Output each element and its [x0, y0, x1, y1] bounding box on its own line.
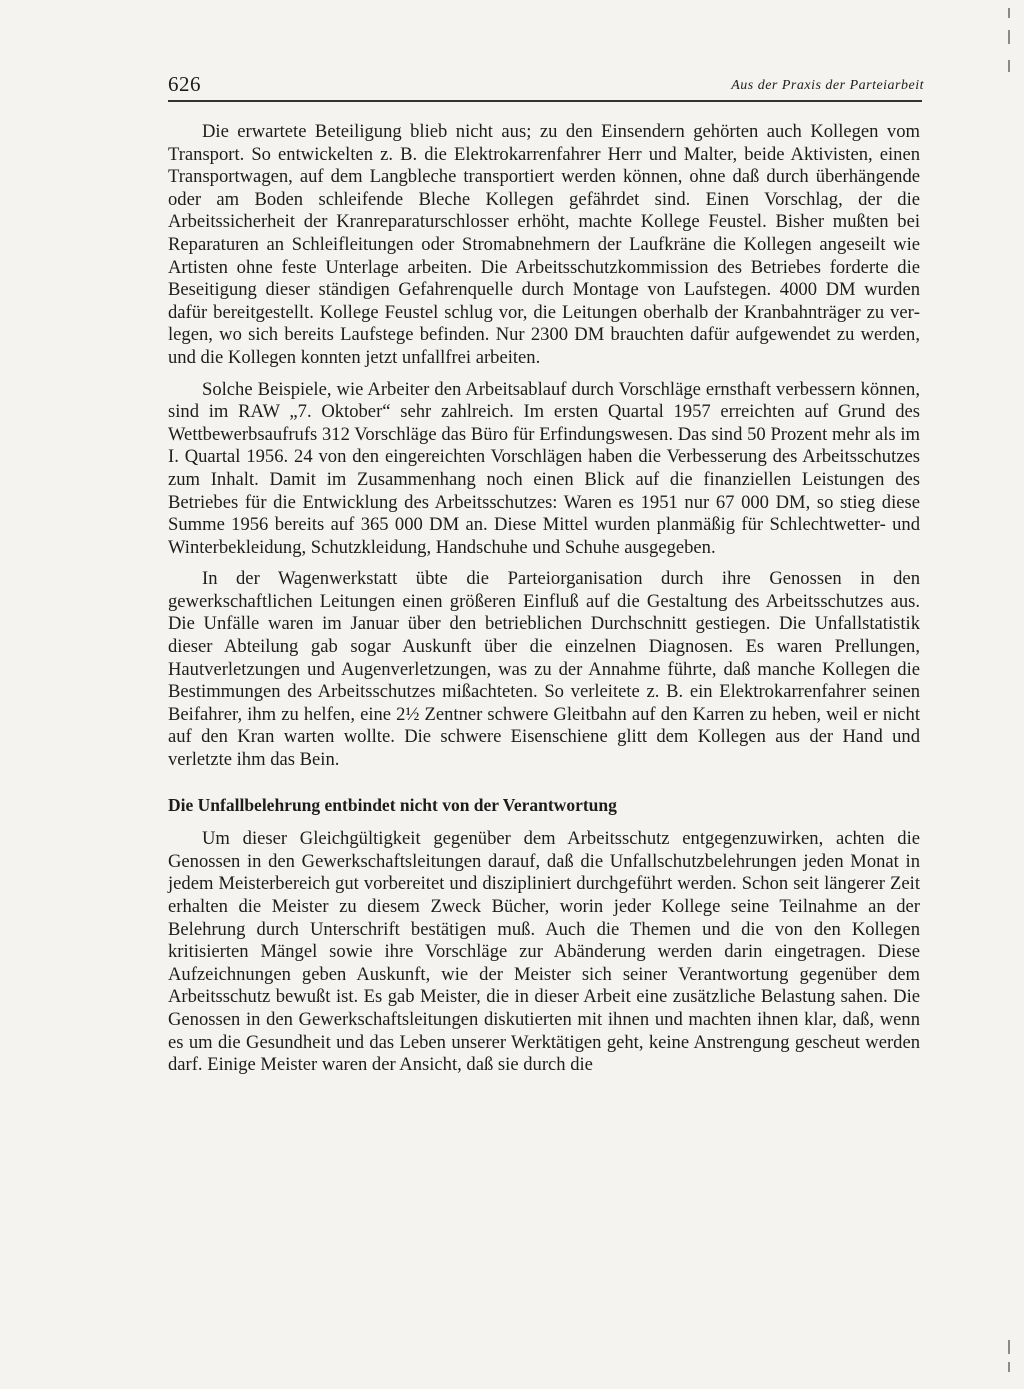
- running-head: Aus der Praxis der Parteiarbeit: [731, 78, 924, 93]
- scan-mark: [1008, 1340, 1010, 1354]
- scan-mark: [1008, 30, 1010, 44]
- scan-mark: [1008, 8, 1010, 18]
- page-number: 626: [168, 72, 201, 96]
- scan-mark: [1008, 1362, 1010, 1372]
- scan-margin-marks: [996, 0, 1010, 1389]
- paragraph: Die erwartete Beteiligung blieb nicht aus; zu den Einsendern gehörten auch Kollegen vom Transport. So entwickelten z. B. die Elektrokarrenfahrer Herr und Malter, beide Aktivisten, einen Transportwagen, auf dem Langbleche transportiert werden können, ohne daß durch überhängende oder am Boden schleifende Bleche Kollegen gefährdet sind. Einen Vorschlag, der die Arbeitssicherheit der Kranreparaturschlosser erhöht, machte Kollege Feustel. Bisher mußten bei Reparaturen an Schleifleitungen oder Stromabnehmern der Laufkräne die Kollegen angeseilt wie Artisten ohne feste Unterlage arbeiten. Die Arbeitsschutzkommission des Betriebes forderte die Beseitigung dieser ständigen Gefahrenquelle durch Montage von Laufstegen. 4000 DM wurden dafür bereitgestellt. Kollege Feustel schlug vor, die Leitungen oberhalb der Kranbahnträger zu verlegen, wo sich bereits Laufstege befinden. Nur 2300 DM brauchten dafür aufgewendet zu werden, und die Kollegen konnten jetzt unfallfrei arbeiten.: [168, 121, 920, 368]
- header-rule: [168, 100, 922, 102]
- body-text: [168, 121, 920, 1086]
- paragraph: Solche Beispiele, wie Arbeiter den Arbeitsablauf durch Vorschläge ernsthaft verbessern können, sind im RAW „7. Oktober“ sehr zahlreich. Im ersten Quartal 1957 erreichten auf Grund des Wettbewerbsaufrufs 312 Vorschläge das Büro für Erfindungswesen. Das sind 50 Prozent mehr als im I. Quartal 1956. 24 von den eingereichten Vorschlägen haben die Verbesserung des Arbeitsschutzes zum Inhalt. Damit im Zusammenhang noch einen Blick auf die finanziellen Leistungen des Betriebes für die Entwicklung des Arbeitsschutzes: Waren es 1951 nur 67 000 DM, so stieg diese Summe 1956 bereits auf 365 000 DM an. Diese Mittel wurden planmäßig für Schlechtwetter- und Winterbekleidung, Schutzkleidung, Handschuhe und Schuhe ausgegeben.: [168, 378, 920, 558]
- page-header: [168, 72, 924, 98]
- scan-mark: [1008, 60, 1010, 72]
- paragraph: In der Wagenwerkstatt übte die Parteiorganisation durch ihre Genossen in den gewerkschaftlichen Leitungen einen größeren Einfluß auf die Gestaltung des Arbeitsschutzes aus. Die Unfälle waren im Januar über den betrieblichen Durchschnitt gestiegen. Die Unfallstatistik dieser Abteilung gab sogar Auskunft über die einzelnen Diagnosen. Es waren Prellungen, Hautverletzungen und Augenverletzungen, was zu der Annahme führte, daß manche Kollegen die Bestimmungen des Arbeitsschutzes mißachteten. So verleitete z. B. ein Elektrokarrenfahrer seinen Beifahrer, ihm zu helfen, eine 2½ Zentner schwere Gleitbahn auf den Karren zu heben, weil er nicht auf den Kran warten wollte. Die schwere Eisenschiene glitt dem Kollegen aus der Hand und verletzte ihm das Bein.: [168, 568, 920, 771]
- section-heading: Die Unfallbelehrung entbindet nicht von der Verantwortung: [168, 794, 617, 815]
- paragraph: Um dieser Gleichgültigkeit gegenüber dem Arbeitsschutz entgegenzuwirken, achten die Genossen in den Gewerkschaftsleitungen darauf, daß die Unfallschutzbelehrungen jeden Monat in jedem Meisterbereich gut vorbereitet und diszipliniert durchgeführt werden. Schon seit längerer Zeit erhalten die Meister zu diesem Zweck Bücher, worin jeder Kollege seine Teilnahme an der Belehrung durch Unterschrift bestätigen muß. Auch die Themen und die von den Kollegen kritisierten Mängel sowie ihre Vorschläge zur Abänderung werden darin eingetragen. Diese Aufzeichnungen geben Auskunft, wie der Meister sich seiner Verantwortung gegenüber dem Arbeitsschutz bewußt ist. Es gab Meister, die in dieser Arbeit eine zusätzliche Belastung sahen. Die Genossen in den Gewerkschaftsleitungen diskutierten mit ihnen und machten ihnen klar, daß, wenn es um die Gesundheit und das Leben unserer Werktätigen geht, keine Anstrengung gescheut werden darf. Einige Meister waren der Ansicht, daß sie durch die: [168, 828, 920, 1076]
